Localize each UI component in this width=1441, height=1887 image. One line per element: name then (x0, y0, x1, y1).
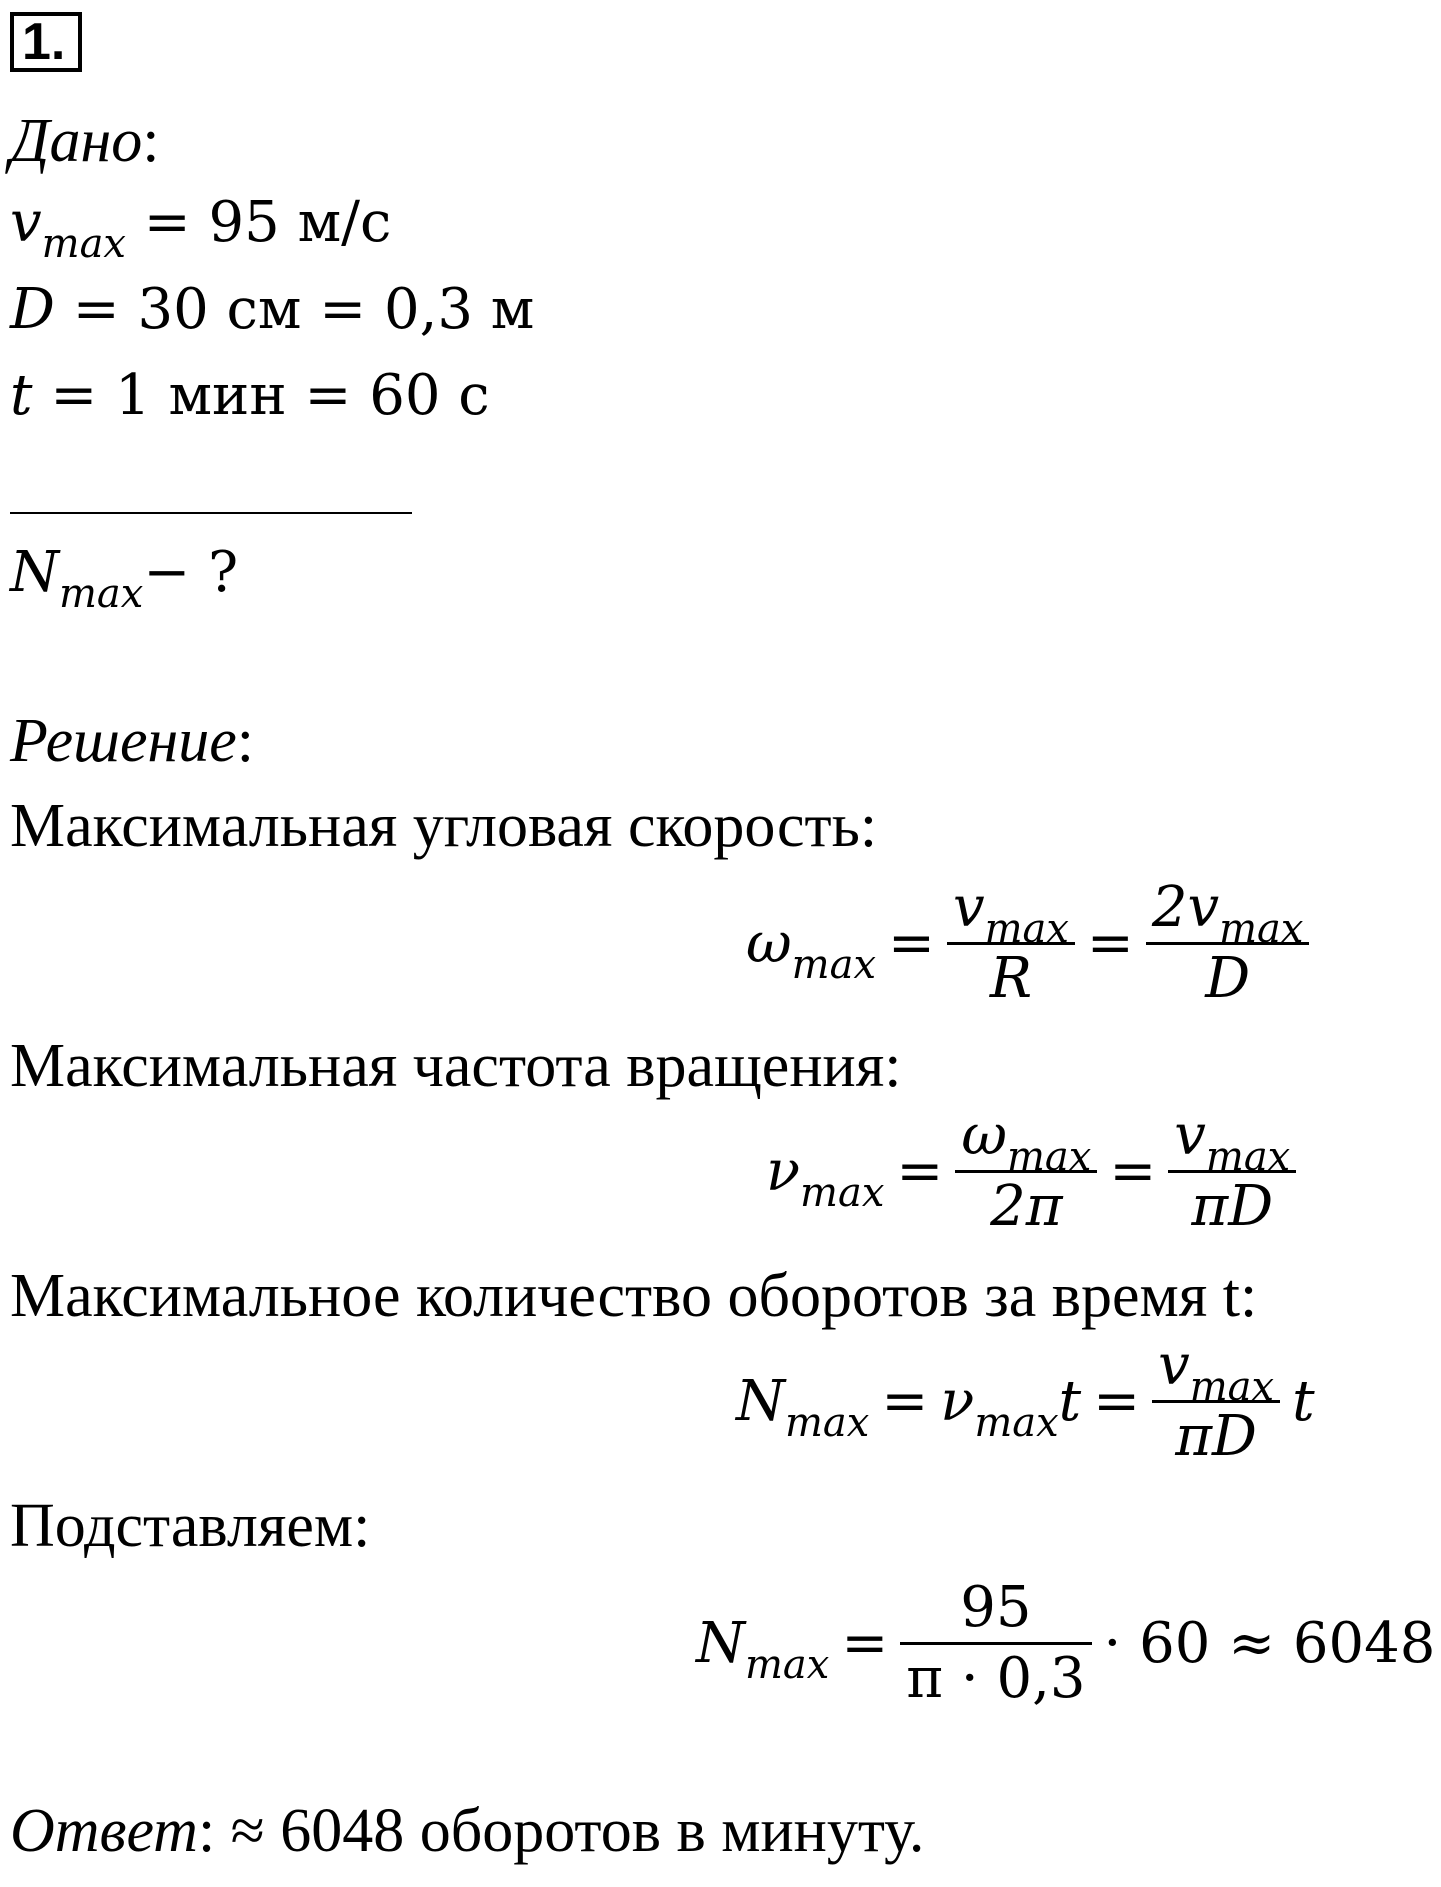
problem-number: 1. (10, 12, 82, 72)
given-diameter-value: = 30 см = 0,3 м (72, 277, 535, 342)
eq1-fraction-2v-over-d: $\frac{2v_{max}}{D}$ (1146, 880, 1310, 1007)
eq3-equals-2: = (1093, 1368, 1141, 1434)
equation-frequency (760, 1103, 1302, 1239)
step2-text: Максимальная частота вращения: (10, 1032, 902, 1100)
find-sub: max (59, 571, 144, 617)
given-velocity (10, 190, 392, 267)
given-velocity-sub: max (41, 221, 126, 267)
eq2-equals: = (896, 1138, 944, 1204)
answer-text: : ≈ 6048 оборотов в минуту. (197, 1797, 925, 1865)
given-velocity-symbol: v (10, 190, 42, 255)
solution-colon: : (236, 707, 254, 775)
eq3-lhs: $N_{max}$ (736, 1368, 870, 1446)
answer-line (10, 1797, 925, 1865)
step1-text: Максимальная угловая скорость: (10, 792, 878, 860)
equation-substitution (690, 1575, 1441, 1711)
eq4-fraction: $\frac{95}{\pi \cdot 0,3}$ (900, 1580, 1091, 1707)
given-velocity-value: = 95 м/с (143, 190, 392, 255)
step4-text: Подставляем: (10, 1492, 371, 1560)
solution-heading (10, 707, 254, 775)
given-heading (10, 107, 160, 175)
eq3-equals: = (881, 1368, 929, 1434)
eq2-fraction-omega-over-2pi: $\frac{\omega_{max}}{2\pi}$ (955, 1108, 1097, 1235)
eq4-result: · 60 ≈ 6048 (1103, 1610, 1436, 1676)
find-symbol: N (10, 540, 59, 605)
given-divider (10, 512, 412, 514)
step3-text: Максимальное количество оборотов за время t: (10, 1262, 1258, 1330)
eq2-equals-2: = (1109, 1138, 1157, 1204)
given-label: Дано (10, 107, 143, 175)
eq1-lhs: $\omega_{max}$ (746, 910, 877, 988)
eq2-lhs: $\nu_{max}$ (766, 1138, 885, 1216)
equation-angular-velocity (740, 875, 1315, 1011)
given-colon: : (142, 107, 160, 175)
find-quantity (10, 540, 239, 617)
given-time-value: = 1 мин = 60 с (50, 363, 490, 428)
given-time-symbol: t (10, 363, 33, 428)
equation-revolutions (730, 1333, 1321, 1469)
eq1-equals-2: = (1086, 910, 1134, 976)
eq2-fraction-v-over-pid: $\frac{v_{max}}{\pi D}$ (1168, 1108, 1296, 1235)
given-diameter-symbol: D (10, 277, 55, 342)
eq4-equals: = (841, 1610, 889, 1676)
answer-label: Ответ (10, 1797, 198, 1865)
solution-label: Решение (10, 707, 237, 775)
given-time (10, 363, 490, 428)
eq3-middle: $\nu_{max}t$ (940, 1368, 1082, 1446)
given-diameter (10, 277, 535, 342)
eq1-fraction-v-over-r: $\frac{v_{max}}{R}$ (947, 880, 1075, 1007)
eq4-lhs: $N_{max}$ (696, 1610, 830, 1688)
eq3-tail: t (1292, 1368, 1315, 1434)
eq1-equals: = (888, 910, 935, 976)
eq3-fraction: $\frac{v_{max}}{\pi D}$ (1152, 1338, 1280, 1465)
find-question: − ? (143, 540, 239, 605)
